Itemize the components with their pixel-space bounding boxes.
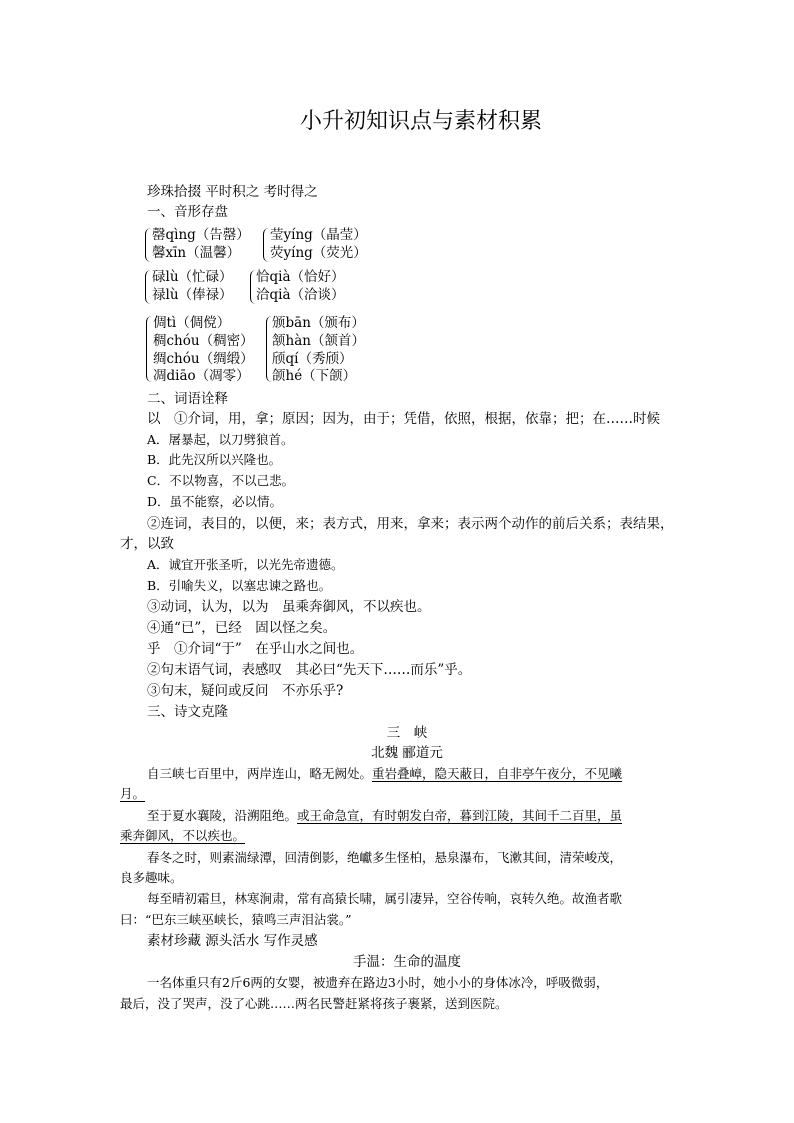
hu-definition-1: 乎 ①介词“于” 在乎山水之间也。 [147,641,364,657]
left-brace-icon [263,228,269,262]
left-brace-icon [146,316,152,382]
poem-paragraph-2 [147,806,622,826]
char-entry: 稠chóu（稠密） [153,333,254,349]
section-1-title: 一、音形存盘 [147,204,228,220]
poem-paragraph-4-cont: 曰：“巴东三峡巫峡长，猿鸣三声泪沾裳。” [120,912,352,927]
example-line: B．此先汉所以兴隆也。 [147,452,282,467]
left-brace-icon [145,270,151,304]
poem-text: 自三峡七百里中，两岸连山，略无阙处。 [147,766,373,781]
section-2-title: 二、词语诠释 [147,391,228,407]
char-entry: 颀qí（秀颀） [272,351,353,367]
underlined-text: 乘奔御风，不以疾也。 [120,828,246,843]
section-3-title: 三、诗文克隆 [147,704,228,720]
yi-definition-3: ③动词，认为，以为 虽乘奔御风，不以疾也。 [147,599,431,615]
poem-paragraph-3: 春冬之时，则素湍绿潭，回清倒影，绝巘多生怪柏，悬泉瀑布，飞漱其间，清荣峻茂， [147,850,623,865]
char-entry: 绸chóu（绸缎） [153,351,254,367]
char-entry: 凋diāo（凋零） [153,368,250,384]
hu-definition-3: ③句末，疑问或反问 不亦乐乎? [147,683,344,699]
left-brace-icon [145,228,151,262]
yi-definition-1: 以 ①介词，用，拿；原因；因为，由于；凭借，依照，根据，依靠；把；在……时候 [147,411,660,427]
char-entry: 倜tì（倜傥） [153,315,231,331]
poem-paragraph-1-cont [120,784,145,804]
poem-author: 北魏 郦道元 [371,745,443,761]
yi-definition-4: ④通“已”，已经 固以怪之矣。 [147,620,337,636]
story-paragraph-cont: 最后，没了哭声，没了心跳……两名民警赶紧将孩子裹紧，送到医院。 [120,996,508,1011]
story-title: 手温：生命的温度 [353,954,461,970]
char-entry: 罄qìng（告罄） [152,227,250,243]
char-entry: 碌lù（忙碌） [152,269,233,285]
char-entry: 洽qià（洽谈） [256,287,345,303]
example-line: A．屠暴起，以刀劈狼首。 [147,432,294,447]
page-title: 小升初知识点与素材积累 [299,109,542,134]
char-entry: 颌hé（下颌） [272,368,357,384]
yi-definition-2: ②连词，表目的，以便，来；表方式，用来，拿来；表示两个动作的前后关系；表结果， [147,516,674,532]
yi-definition-2-cont: 才，以致 [120,536,174,552]
section-4-title: 素材珍藏 源头活水 写作灵感 [147,933,318,949]
char-entry: 禄lù（俸禄） [152,287,233,303]
story-paragraph: 一名体重只有2斤6两的女婴，被遗弃在路边3小时，她小小的身体冰冷，呼吸微弱， [147,975,609,990]
poem-paragraph-3-cont: 良多趣味。 [120,870,183,885]
char-entry: 荧yíng（荧光） [270,245,367,261]
poem-paragraph-1 [147,764,622,784]
poem-paragraph-2-cont [120,826,245,846]
example-line: A．诚宜开张圣听，以光先帝遗德。 [147,557,344,572]
example-line: C．不以物喜，不以己悲。 [147,473,295,488]
section-heading: 珍珠拾掇 平时积之 考时得之 [147,184,318,200]
poem-title: 三 峡 [386,725,428,741]
char-entry: 莹yíng（晶莹） [270,227,367,243]
poem-paragraph-4: 每至晴初霜旦，林寒涧肃，常有高猿长啸，属引凄异，空谷传响，哀转久绝。故渔者歌 [147,891,623,906]
char-entry: 颔hàn（颔首） [272,333,365,349]
char-entry: 恰qià（恰好） [256,269,345,285]
example-line: D．虽不能察，必以情。 [147,494,283,509]
hu-definition-2: ②句末语气词，表感叹 其必曰“先天下……而乐”乎。 [147,662,472,678]
underlined-text: 月。 [120,786,146,801]
underlined-text: 或王命急宣，有时朝发白帝，暮到江陵，其间千二百里，虽 [297,808,623,823]
example-line: B．引喻失义，以塞忠谏之路也。 [147,578,332,593]
poem-text: 至于夏水襄陵，沿溯阻绝。 [147,808,298,823]
char-entry: 馨xīn（温馨） [152,245,241,261]
char-entry: 颁bān（颁布） [272,315,365,331]
underlined-text: 重岩叠嶂，隐天蔽日，自非亭午夜分，不见曦 [372,766,623,781]
